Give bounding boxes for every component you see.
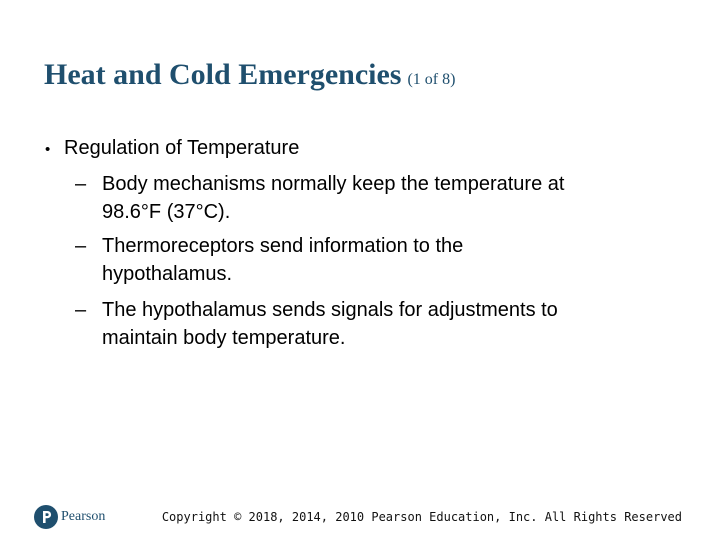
subpoint-line: 98.6°F (37°C).: [102, 201, 231, 223]
slide-title: [44, 58, 455, 92]
pearson-wordmark: Pearson: [61, 509, 106, 524]
subpoint-marker: –: [75, 299, 87, 321]
subpoint-line: Thermoreceptors send information to the: [102, 235, 464, 257]
subpoint-line: The hypothalamus sends signals for adjustments to: [102, 299, 558, 321]
subpoint-line: hypothalamus.: [102, 263, 233, 285]
subpoint-line: maintain body temperature.: [102, 327, 346, 349]
subpoint-marker: –: [75, 235, 87, 257]
subpoint-line: Body mechanisms normally keep the temperature at: [102, 173, 565, 195]
bullet-text: Regulation of Temperature: [64, 137, 300, 159]
subpoint-marker: –: [75, 173, 87, 195]
title-text: Heat and Cold Emergencies: [44, 58, 402, 91]
pearson-logo-icon: [34, 505, 58, 529]
bullet-marker: •: [45, 141, 51, 158]
copyright-notice: Copyright © 2018, 2014, 2010 Pearson Education, Inc. All Rights Reserved: [161, 510, 682, 524]
title-suffix: (1 of 8): [407, 71, 456, 88]
pearson-logo: [34, 505, 105, 529]
